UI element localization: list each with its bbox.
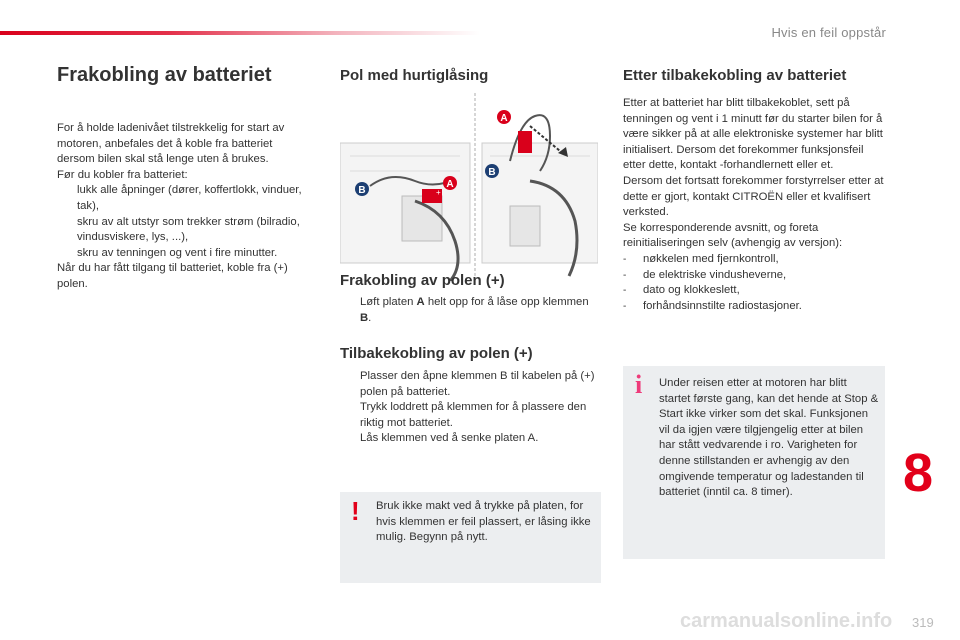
list-item: Løft platen A helt opp for å låse opp klemmen B. <box>340 295 595 326</box>
page-number: 319 <box>912 615 934 630</box>
bullet-icon <box>57 183 77 214</box>
label-a-icon <box>443 176 457 190</box>
intro-paragraph: For å holde ladenivået tilstrekkelig for start av motoren, anbefales det å koble fra batteriet dersom bilen skal stå lenge uten å brukes. <box>57 122 285 166</box>
reconnect-list <box>340 369 595 447</box>
list-item: Plasser den åpne klemmen B til kabelen på (+) polen på batteriet. <box>340 369 595 400</box>
page-title: Frakobling av batteriet <box>57 64 272 86</box>
bullet-icon <box>340 431 360 447</box>
svg-text:B: B <box>358 185 366 196</box>
battery-terminal-illustration <box>340 91 598 281</box>
section-title-disconnect: Frakobling av polen (+) <box>340 272 505 289</box>
section-title-reconnect: Tilbakekobling av polen (+) <box>340 345 533 362</box>
list-item: skru av tenningen og vent i fire minutter. <box>57 246 312 262</box>
after-paragraph: Når du har fått tilgang til batteriet, koble fra (+) polen. <box>57 262 288 290</box>
list-item: skru av alt utstyr som trekker strøm (bilradio, vindusviskere, lys, ...), <box>57 215 312 246</box>
label-a-icon <box>497 110 511 124</box>
label-b-icon <box>355 182 369 196</box>
svg-text:B: B <box>488 167 496 178</box>
info-icon: i <box>635 370 643 399</box>
chapter-number: 8 <box>903 443 934 503</box>
paragraph: Dersom det fortsatt forekommer forstyrrelser etter at dette er gjort, kontakt CITROËN eller et kvalifisert verksted. <box>623 174 884 219</box>
list-item: Trykk loddrett på klemmen for å plassere den riktig mot batteriet. <box>340 400 595 431</box>
section-title-quick-lock: Pol med hurtiglåsing <box>340 67 489 84</box>
col1-body <box>57 121 312 293</box>
bullet-icon <box>57 246 77 262</box>
dash-icon: - <box>623 300 627 312</box>
before-label: Før du kobler fra batteriet: <box>57 168 188 181</box>
bullet-icon <box>340 369 360 400</box>
section-title-after-reconnect: Etter tilbakekobling av batteriet <box>623 67 847 84</box>
list-item: - de elektriske vindusheverne, <box>623 268 885 284</box>
disconnect-list <box>340 295 595 326</box>
svg-text:A: A <box>500 113 508 124</box>
svg-text:A: A <box>446 179 454 190</box>
label-b-icon <box>485 164 499 178</box>
list-item: - forhåndsinnstilte radiostasjoner. <box>623 299 885 315</box>
col3-body <box>623 96 885 314</box>
dash-icon: - <box>623 253 627 265</box>
paragraph: Etter at batteriet har blitt tilbakekoblet, sett på tenningen og vent i 1 minutt før du starter bilen for å være sikker på at alle elektroniske systemer har blitt initialisert. Dersom det forekommer funksjonsfeil etter dette, kontakt -forhandlernett eller et. <box>623 97 883 172</box>
dash-icon: - <box>623 269 627 281</box>
top-accent-bar <box>0 31 480 35</box>
bullet-icon <box>57 215 77 246</box>
section-header: Hvis en feil oppstår <box>771 25 886 40</box>
plus-sign: + <box>436 188 441 197</box>
list-item: Lås klemmen ved å senke platen A. <box>340 431 595 447</box>
list-item: lukk alle åpninger (dører, koffertlokk, vinduer, tak), <box>57 183 312 214</box>
info-text: Under reisen etter at motoren har blitt startet første gang, kan det hende at Stop & Start ikke virker som det skal. Funksjonen vil da igjen være tilgjengelig etter at bilen har stått vedvarende i ro. Varigheten for denne stillstanden er avhengig av den omgivende temperatur og ladestanden til batteriet (inntil ca. 8 timer). <box>659 377 879 499</box>
warning-text: Bruk ikke makt ved å trykke på platen, for hvis klemmen er feil plassert, er låsing ikke mulig. Begynn på nytt. <box>376 500 591 544</box>
list-item: - nøkkelen med fjernkontroll, <box>623 252 885 268</box>
exclamation-icon: ! <box>351 496 360 526</box>
dash-icon: - <box>623 285 627 297</box>
footer-watermark: carmanualsonline.info <box>680 610 893 632</box>
list-item: - dato og klokkeslett, <box>623 283 885 299</box>
bullet-icon <box>340 295 360 326</box>
paragraph: Se korresponderende avsnitt, og foreta reinitialiseringen selv (avhengig av versjon): <box>623 221 843 250</box>
bullet-icon <box>340 400 360 431</box>
